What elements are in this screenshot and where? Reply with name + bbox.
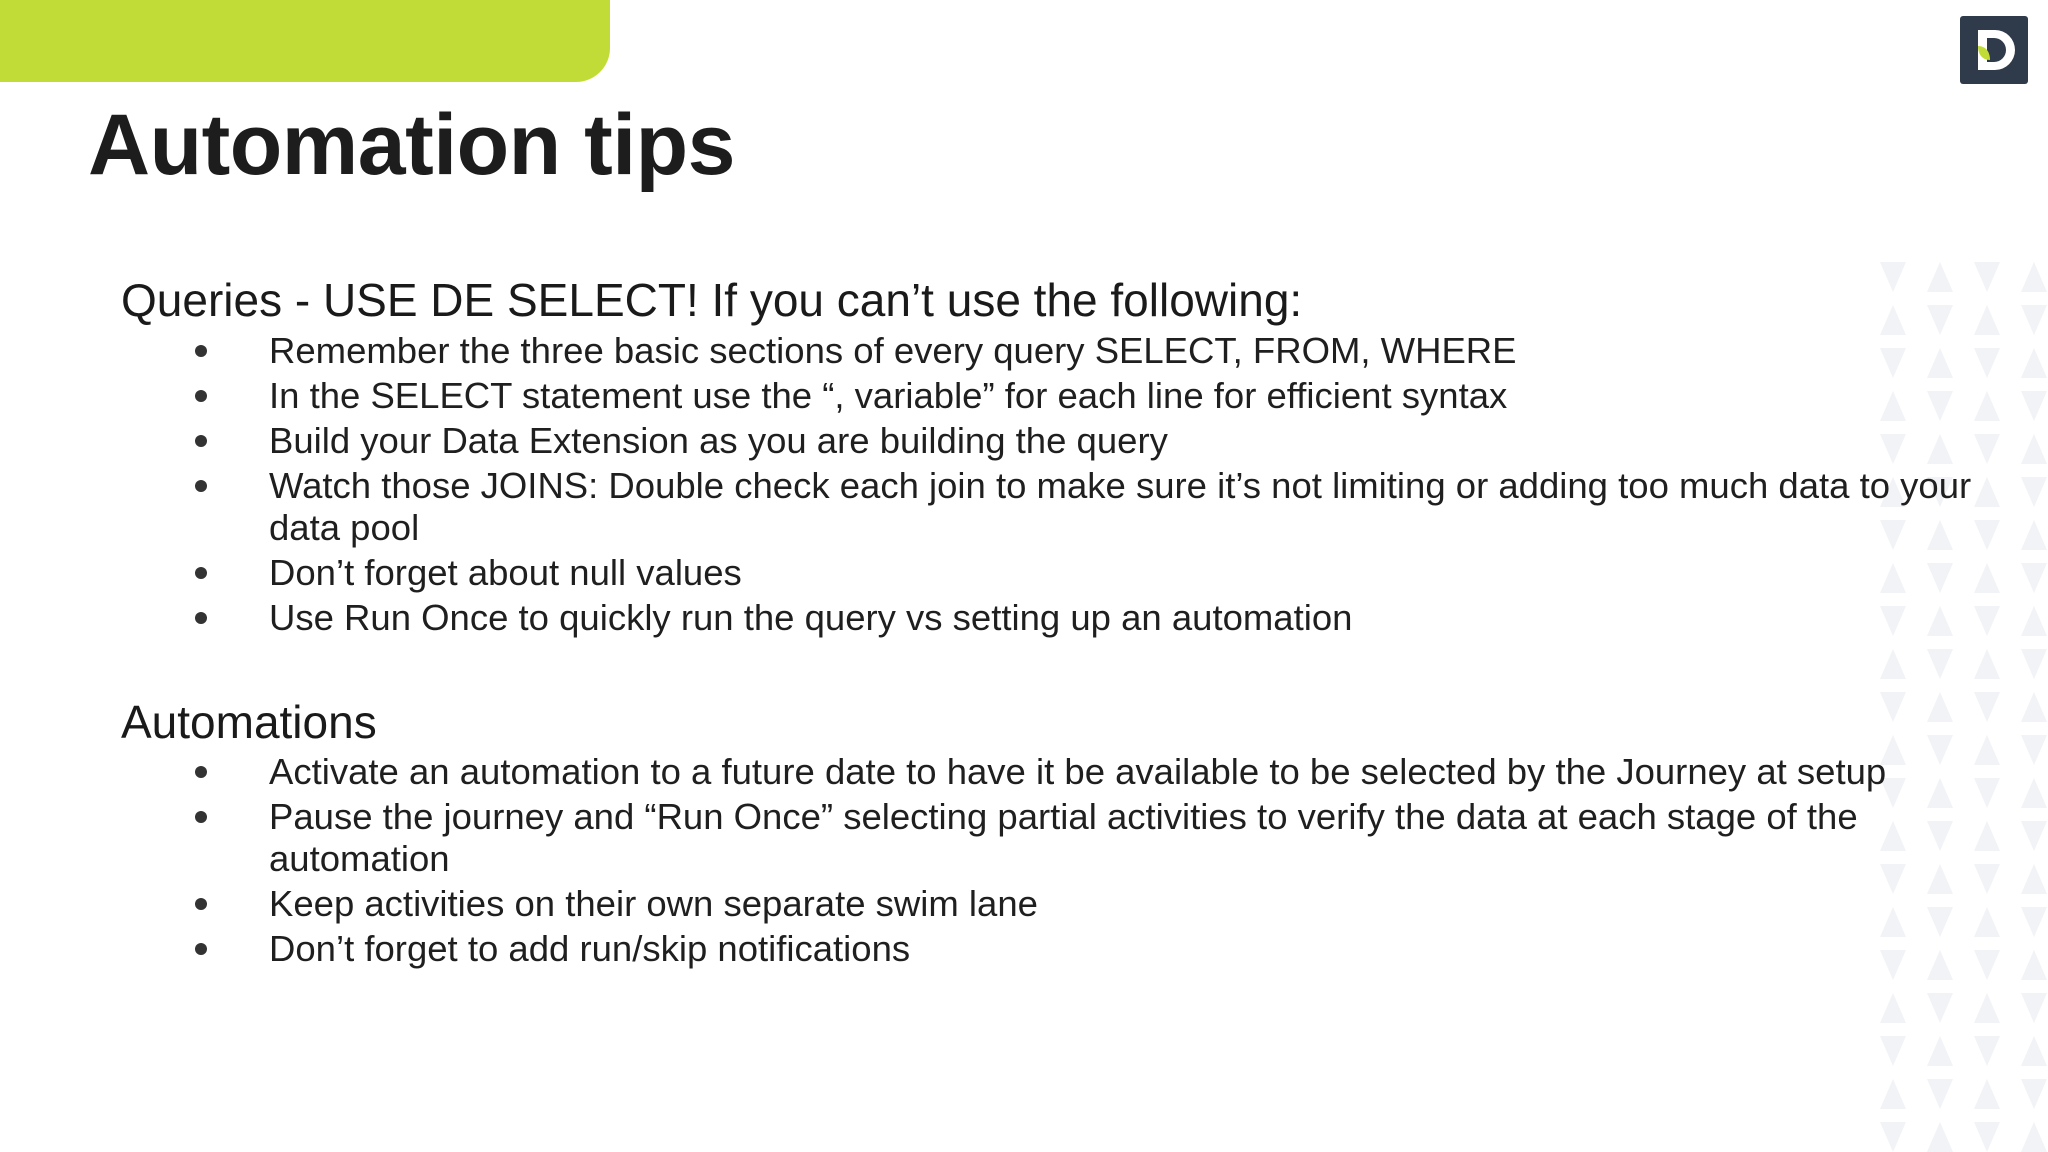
d-logo-icon — [1960, 16, 2028, 84]
list-item — [121, 751, 1981, 793]
bullet-icon — [195, 766, 207, 778]
pattern-triangle — [2021, 434, 2047, 464]
pattern-triangle — [2021, 649, 2047, 679]
pattern-triangle — [1880, 1079, 1906, 1109]
list-item — [121, 552, 1981, 594]
pattern-triangle — [2021, 262, 2047, 292]
list-item-text: Activate an automation to a future date to have it be available to be selected by the Journey at setup — [269, 751, 1887, 792]
section-spacer — [121, 642, 1981, 694]
pattern-triangle — [2021, 563, 2047, 593]
list-item — [121, 597, 1981, 639]
list-item — [121, 420, 1981, 462]
list-item-text: Don’t forget about null values — [269, 551, 742, 593]
section-heading: Automations — [121, 695, 377, 748]
pattern-triangle — [1974, 1036, 2000, 1066]
bullet-icon — [195, 390, 207, 402]
bullet-icon — [195, 345, 207, 357]
list-item — [121, 796, 1981, 880]
pattern-triangle — [1880, 1122, 1906, 1152]
pattern-triangle — [1974, 1079, 2000, 1109]
list-item-text: Remember the three basic sections of every query SELECT, FROM, WHERE — [269, 329, 1517, 371]
bullet-icon — [195, 480, 207, 492]
section-queries — [121, 272, 1981, 639]
pattern-triangle — [2021, 1079, 2047, 1109]
list-item-text: Keep activities on their own separate swim lane — [269, 883, 1038, 924]
list-item-text: In the SELECT statement use the “, variable” for each line for efficient syntax — [269, 374, 1508, 416]
pattern-triangle — [1974, 1122, 2000, 1152]
list-item-text: Pause the journey and “Run Once” selecting partial activities to verify the data at each stage of the automation — [269, 796, 1858, 879]
bullet-icon — [195, 898, 207, 910]
pattern-triangle — [1927, 1079, 1953, 1109]
pattern-triangle — [2021, 735, 2047, 765]
list-item — [121, 330, 1981, 372]
pattern-triangle — [2021, 305, 2047, 335]
section-automations — [121, 694, 1981, 971]
accent-bar — [0, 0, 610, 82]
bullet-icon — [195, 811, 207, 823]
bullet-icon — [195, 943, 207, 955]
pattern-triangle — [2021, 864, 2047, 894]
pattern-triangle — [2021, 950, 2047, 980]
pattern-triangle — [2021, 520, 2047, 550]
list-item-text: Use Run Once to quickly run the query vs setting up an automation — [269, 596, 1353, 638]
list-item — [121, 883, 1981, 925]
pattern-triangle — [1927, 1122, 1953, 1152]
list-item-text: Watch those JOINS: Double check each join to make sure it’s not limiting or adding too much data to your data pool — [269, 464, 1972, 548]
pattern-triangle — [2021, 477, 2047, 507]
pattern-triangle — [1927, 993, 1953, 1023]
pattern-triangle — [1974, 993, 2000, 1023]
bullet-icon — [195, 612, 207, 624]
list-item — [121, 465, 1981, 549]
pattern-triangle — [2021, 1122, 2047, 1152]
list-item — [121, 928, 1981, 970]
slide-title: Automation tips — [88, 97, 735, 193]
bullet-list — [121, 751, 1981, 970]
pattern-triangle — [1880, 1036, 1906, 1066]
brand-logo — [1960, 16, 2028, 84]
pattern-triangle — [2021, 391, 2047, 421]
bullet-icon — [195, 435, 207, 447]
pattern-triangle — [2021, 778, 2047, 808]
pattern-triangle — [2021, 606, 2047, 636]
pattern-triangle — [2021, 993, 2047, 1023]
pattern-triangle — [1880, 993, 1906, 1023]
pattern-triangle — [2021, 692, 2047, 722]
section-heading: Queries - USE DE SELECT! If you can’t use the following: — [121, 274, 1303, 326]
bullet-list — [121, 330, 1981, 639]
pattern-triangle — [1927, 1036, 1953, 1066]
list-item — [121, 375, 1981, 417]
pattern-triangle — [2021, 348, 2047, 378]
list-item-text: Don’t forget to add run/skip notifications — [269, 928, 911, 969]
pattern-triangle — [2021, 907, 2047, 937]
pattern-triangle — [2021, 1036, 2047, 1066]
slide-content — [121, 272, 1981, 973]
list-item-text: Build your Data Extension as you are building the query — [269, 419, 1168, 461]
bullet-icon — [195, 567, 207, 579]
pattern-triangle — [2021, 821, 2047, 851]
